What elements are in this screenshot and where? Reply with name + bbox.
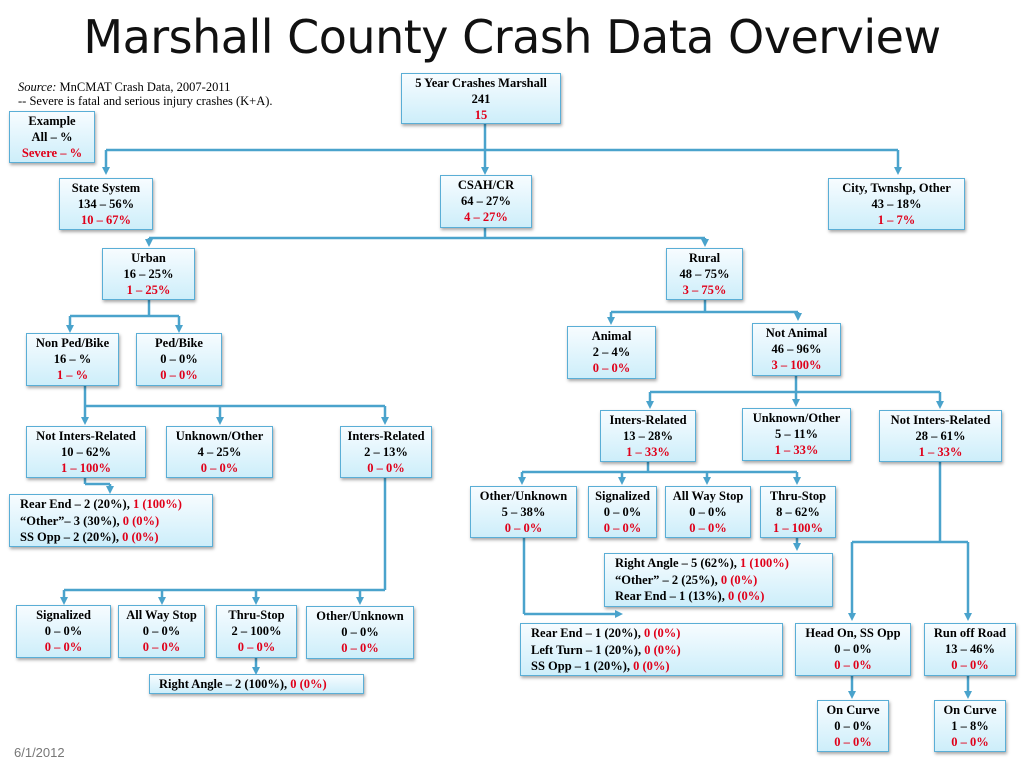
node-severe: 3 – 75% xyxy=(682,283,727,297)
list-item-severe: 0 (0%) xyxy=(290,677,327,691)
list-rural-other-unknown-types xyxy=(520,623,783,676)
node-root xyxy=(401,73,561,124)
node-severe: 1 – 100% xyxy=(61,461,111,475)
node-severe: 1 – 33% xyxy=(626,445,670,459)
node-rural-signalized xyxy=(588,486,657,538)
list-item-all: “Other” – 2 (25%), xyxy=(615,572,721,587)
node-label: Rural xyxy=(688,251,721,265)
node-rural xyxy=(666,248,743,300)
node-label: Ped/Bike xyxy=(155,336,203,350)
node-label: State System xyxy=(71,181,141,195)
node-all: 2 – 13% xyxy=(364,445,408,459)
node-urban-inters-related xyxy=(340,426,432,478)
list-item-severe: 0 (0%) xyxy=(643,626,681,640)
node-city-twnshp xyxy=(828,178,965,230)
node-all: 46 – 96% xyxy=(771,342,822,356)
node-all: 4 – 25% xyxy=(197,445,242,459)
node-urban-all-way-stop xyxy=(118,605,205,658)
node-all: 0 – 0% xyxy=(603,505,642,519)
node-rural-not-inters-related xyxy=(879,410,1002,462)
node-label: Signalized xyxy=(595,489,650,503)
node-head-on-ss-opp xyxy=(795,623,911,676)
node-example xyxy=(9,111,95,163)
list-item-all: SS Opp – 1 (20%), xyxy=(531,659,634,673)
node-label: Non Ped/Bike xyxy=(35,336,110,350)
list-item-severe: 0 (0%) xyxy=(727,589,765,603)
node-state-system xyxy=(59,178,153,230)
node-on-curve-run-off xyxy=(934,700,1006,752)
node-severe: 1 – 7% xyxy=(877,213,916,227)
node-severe: Severe – % xyxy=(21,146,83,160)
list-item xyxy=(615,572,832,589)
node-label: CSAH/CR xyxy=(457,178,515,192)
node-label: Signalized xyxy=(36,608,91,622)
node-severe: 0 – 0% xyxy=(341,641,379,655)
node-animal xyxy=(567,326,656,379)
node-severe: 4 – 27% xyxy=(464,210,508,224)
node-run-off-road xyxy=(924,623,1016,676)
node-severe: 0 – 0% xyxy=(200,461,239,475)
node-all: 13 – 46% xyxy=(945,642,995,656)
node-all: 16 – % xyxy=(53,352,92,366)
node-severe: 15 xyxy=(474,108,488,122)
slide-date: 6/1/2012 xyxy=(14,745,65,760)
node-all: 16 – 25% xyxy=(123,267,174,281)
node-label: On Curve xyxy=(826,703,880,717)
list-item xyxy=(20,513,212,530)
node-all: 0 – 0% xyxy=(834,719,872,733)
node-severe: 0 – 0% xyxy=(592,361,631,375)
node-all: 5 – 38% xyxy=(501,505,546,519)
node-not-animal xyxy=(752,323,841,376)
node-all: 13 – 28% xyxy=(623,429,673,443)
node-label: Not Animal xyxy=(765,326,828,340)
list-item-all: Left Turn – 1 (20%), xyxy=(531,642,645,657)
list-item-all: Rear End – 1 (20%), xyxy=(531,626,644,640)
node-severe: 0 – 0% xyxy=(367,461,405,475)
node-label: Inters-Related xyxy=(347,429,425,443)
node-all: 134 – 56% xyxy=(77,197,135,211)
node-label: All Way Stop xyxy=(672,489,744,503)
node-all: 5 – 11% xyxy=(774,427,819,441)
node-all: 64 – 27% xyxy=(461,194,511,208)
node-severe: 0 – 0% xyxy=(160,368,198,382)
node-severe: 0 – 0% xyxy=(142,640,181,654)
node-severe: 0 – 0% xyxy=(951,658,989,672)
list-item xyxy=(20,496,212,513)
node-label: Other/Unknown xyxy=(479,489,568,503)
node-label: City, Twnshp, Other xyxy=(842,181,951,195)
node-label: Animal xyxy=(591,329,632,343)
node-csah-cr xyxy=(440,175,532,228)
node-severe: 10 – 67% xyxy=(81,213,131,227)
node-rural-all-way-stop xyxy=(665,486,751,538)
node-label: Inters-Related xyxy=(609,413,687,427)
node-severe: 0 – 0% xyxy=(504,521,543,535)
node-all: 0 – 0% xyxy=(834,642,872,656)
list-item xyxy=(159,676,363,693)
node-severe: 1 – 33% xyxy=(774,443,819,457)
node-severe: 1 – 33% xyxy=(918,445,963,459)
list-item-severe: 1 (100%) xyxy=(132,497,182,511)
list-item-all: Rear End – 2 (20%), xyxy=(20,497,133,511)
node-label: Other/Unknown xyxy=(316,609,404,623)
node-urban-not-inters-related xyxy=(26,426,146,478)
node-severe: 3 – 100% xyxy=(771,358,822,372)
list-item-all: Rear End – 1 (13%), xyxy=(615,589,728,603)
node-severe: 0 – 0% xyxy=(834,735,872,749)
node-label: Thru-Stop xyxy=(228,608,285,622)
node-label: Not Inters-Related xyxy=(890,413,991,427)
node-all: 2 – 4% xyxy=(592,345,631,359)
node-non-ped-bike xyxy=(26,333,119,386)
list-item xyxy=(615,588,832,605)
list-item xyxy=(615,555,832,572)
list-rural-thru-stop-types xyxy=(604,553,833,607)
node-severe: 0 – 0% xyxy=(237,640,276,654)
list-item xyxy=(531,625,782,642)
node-label: Example xyxy=(28,114,76,128)
node-label: All Way Stop xyxy=(126,608,197,622)
node-all: 2 – 100% xyxy=(231,624,282,638)
node-severe: 0 – 0% xyxy=(834,658,872,672)
node-label: On Curve xyxy=(943,703,997,717)
list-item-severe: 0 (0%) xyxy=(122,530,159,544)
list-item-all: Right Angle – 2 (100%), xyxy=(159,677,291,691)
node-severe: 1 – % xyxy=(56,368,89,382)
node-ped-bike xyxy=(136,333,222,386)
list-item-all: Right Angle – 5 (62%), xyxy=(615,556,740,570)
node-urban-signalized xyxy=(16,605,111,658)
node-label: Urban xyxy=(131,251,166,265)
node-severe: 1 – 100% xyxy=(773,521,823,535)
list-urban-thru-stop-types xyxy=(149,674,364,694)
node-all: 43 – 18% xyxy=(871,197,922,211)
node-all: All – % xyxy=(31,130,73,144)
node-all: 241 xyxy=(471,92,491,106)
page-title: Marshall County Crash Data Overview xyxy=(83,10,941,64)
node-urban-other-unknown xyxy=(306,606,414,659)
list-item-severe: 0 (0%) xyxy=(644,642,681,657)
list-item-all: “Other”– 3 (30%), xyxy=(20,513,123,528)
node-rural-thru-stop xyxy=(760,486,836,538)
node-all: 48 – 75% xyxy=(679,267,730,281)
node-label: Head On, SS Opp xyxy=(805,626,901,640)
node-label: Not Inters-Related xyxy=(36,429,136,443)
node-severe: 0 – 0% xyxy=(44,640,83,654)
node-label: 5 Year Crashes Marshall xyxy=(415,76,547,90)
node-all: 0 – 0% xyxy=(160,352,198,366)
node-all: 0 – 0% xyxy=(44,624,83,638)
node-label: Unknown/Other xyxy=(752,411,841,425)
source-label: Source: xyxy=(18,80,57,94)
node-all: 28 – 61% xyxy=(915,429,966,443)
list-item xyxy=(531,642,782,659)
list-item xyxy=(20,529,212,546)
node-label: Thru-Stop xyxy=(769,489,827,503)
node-severe: 1 – 25% xyxy=(126,283,171,297)
node-all: 0 – 0% xyxy=(341,625,379,639)
node-rural-other-unknown xyxy=(470,486,577,538)
node-all: 8 – 62% xyxy=(776,505,820,519)
node-urban-unknown-other xyxy=(166,426,273,478)
list-item-all: SS Opp – 2 (20%), xyxy=(20,530,123,544)
node-severe: 0 – 0% xyxy=(951,735,989,749)
list-item-severe: 0 (0%) xyxy=(633,659,670,673)
list-urban-not-inters-types xyxy=(9,494,213,547)
node-all: 0 – 0% xyxy=(142,624,181,638)
list-item-severe: 0 (0%) xyxy=(122,513,160,528)
node-severe: 0 – 0% xyxy=(689,521,727,535)
node-rural-unknown-other xyxy=(742,408,851,461)
node-all: 0 – 0% xyxy=(689,505,727,519)
node-urban-thru-stop xyxy=(216,605,297,658)
severity-note: -- Severe is fatal and serious injury crashes (K+A). xyxy=(18,94,273,108)
list-item-severe: 0 (0%) xyxy=(720,572,758,587)
source-text: MnCMAT Crash Data, 2007-2011 xyxy=(59,80,231,94)
node-urban xyxy=(102,248,195,300)
list-item-severe: 1 (100%) xyxy=(740,556,789,570)
node-severe: 0 – 0% xyxy=(603,521,642,535)
node-label: Unknown/Other xyxy=(175,429,264,443)
node-on-curve-head-on xyxy=(817,700,889,752)
node-all: 1 – 8% xyxy=(951,719,989,733)
list-item xyxy=(531,658,782,675)
node-label: Run off Road xyxy=(933,626,1007,640)
node-rural-inters-related xyxy=(600,410,696,462)
node-all: 10 – 62% xyxy=(61,445,111,459)
